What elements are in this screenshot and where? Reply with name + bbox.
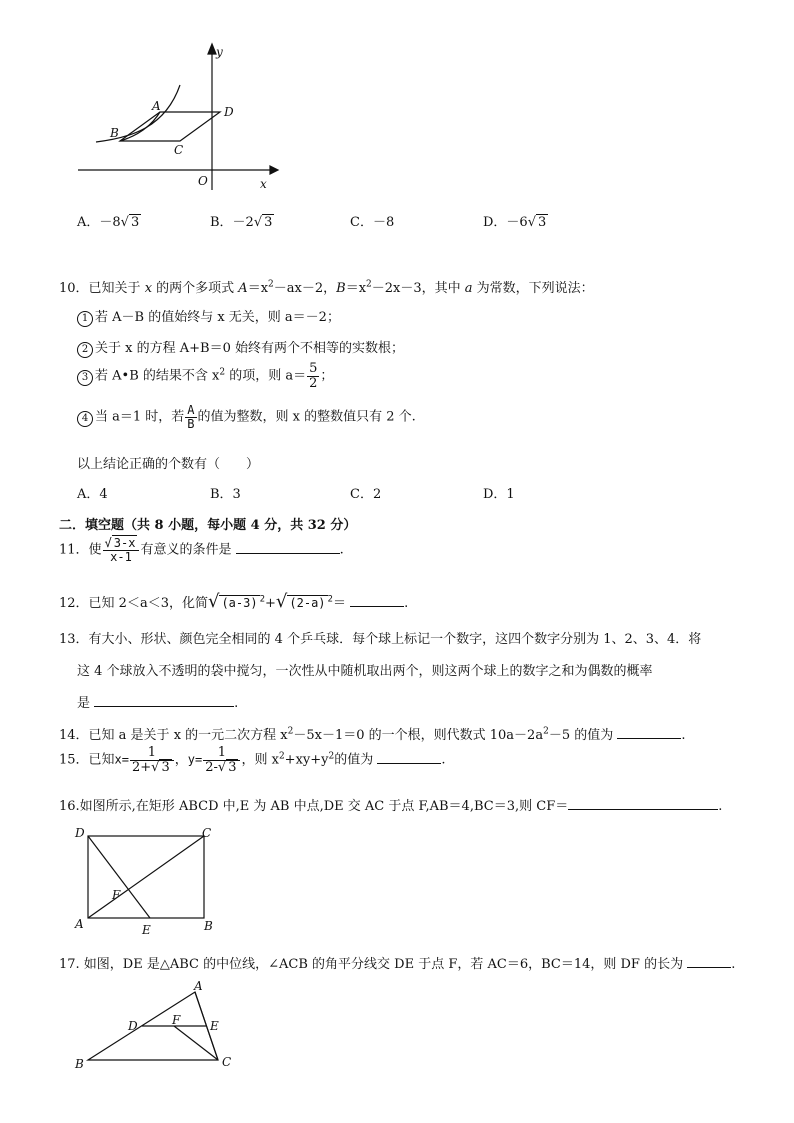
q11: 11．使 $\frac{√ 3-x}{x-1}$ 有意义的条件是 . — [59, 536, 344, 564]
y-axis-arrow — [208, 44, 216, 54]
label-D: D — [128, 1019, 138, 1033]
answer-blank[interactable] — [94, 692, 234, 707]
circle-number-icon: 3 — [77, 370, 93, 386]
q10-statement-4: 4 当 a＝1 时，若 $\frac{A}{B}$ 的值为整数，则 x 的整数值只有 2 个. — [77, 404, 416, 430]
answer-blank[interactable] — [377, 749, 441, 764]
q13-line-2: 这 4 个球放入不透明的袋中搅匀，一次性从中随机取出两个，则这两个球上的数字之和为偶数的概率 — [77, 664, 653, 679]
q9-option-c[interactable]: C．－8 — [350, 215, 395, 230]
label-C: C — [202, 826, 212, 840]
q9-option-a[interactable]: A．－8√ 3 — [77, 215, 140, 230]
label-D: D — [75, 826, 85, 840]
label-y: y — [216, 45, 223, 59]
label-B: B — [75, 1057, 84, 1071]
parallelogram — [120, 112, 220, 141]
q12: 12．已知 2＜a＜3，化简√ (a-3) $^2$+√ (2-a) $^2$＝ . — [59, 591, 409, 612]
q9-option-d[interactable]: D．－6√ 3 — [483, 215, 547, 230]
circle-number-icon: 2 — [77, 342, 93, 358]
label-B: B — [204, 919, 213, 933]
answer-blank[interactable] — [236, 539, 340, 554]
q13-line-1: 13．有大小、形状、颜色完全相同的 4 个乒乓球．每个球上标记一个数字，这四个数字分别为 1、2、3、4．将 — [59, 632, 702, 647]
segment-DE — [88, 836, 150, 918]
answer-blank[interactable] — [687, 953, 731, 968]
q9-option-b[interactable]: B．－2√ 3 — [210, 215, 273, 230]
q10-option-a[interactable]: A．4 — [77, 487, 108, 502]
label-C: C — [222, 1055, 232, 1069]
q10-option-d[interactable]: D．1 — [483, 487, 515, 502]
label-D: D — [224, 105, 234, 119]
label-F: F — [172, 1013, 181, 1027]
q9-figure — [70, 40, 290, 195]
circle-number-icon: 1 — [77, 311, 93, 327]
label-E: E — [210, 1019, 219, 1033]
label-x: x — [260, 177, 267, 191]
q10-option-b[interactable]: B．3 — [210, 487, 241, 502]
label-A: A — [194, 979, 203, 993]
q14: 14．已知 a 是关于 x 的一元二次方程 $x^2-5x-1=0$ 的一个根，则代数式 $10a-2a^2-5$ 的值为 . — [59, 724, 686, 743]
q17-figure — [70, 978, 250, 1078]
label-O: O — [198, 174, 208, 188]
q16: 16.如图所示,在矩形 ABCD 中,E 为 AB 中点,DE 交 AC 于点 F,AB＝4,BC＝3,则 CF＝ . — [59, 795, 722, 814]
label-C: C — [174, 143, 184, 157]
section-title: 二．填空题（共 8 小题，每小题 4 分，共 32 分） — [59, 518, 357, 533]
circle-number-icon: 4 — [77, 411, 93, 427]
answer-blank[interactable] — [568, 795, 718, 810]
q10-statement-3: 3 若 A•B 的结果不含 $x^2$ 的项，则 a＝ $\frac{5}{2}$ ； — [77, 362, 333, 390]
q10-statement-1: 1 若 A－B 的值始终与 x 无关，则 a＝－2； — [77, 306, 340, 327]
q10-option-c[interactable]: C．2 — [350, 487, 382, 502]
q17: 17. 如图，DE 是△ABC 的中位线，∠ACB 的角平分线交 DE 于点 F，若 AC＝6，BC＝14，则 DF 的长为 . — [59, 953, 735, 972]
label-A: A — [152, 99, 161, 113]
label-F: F — [112, 888, 121, 902]
answer-blank[interactable] — [350, 592, 404, 607]
answer-blank[interactable] — [617, 724, 681, 739]
label-A: A — [75, 917, 84, 931]
diagonal-AC — [88, 836, 204, 918]
q10-stem: 10．已知关于 x 的两个多项式 $A=x^2-ax-2$，$B=x^2-2x-3$，其中 a 为常数，下列说法： — [59, 279, 594, 296]
q16-figure — [70, 825, 220, 937]
q10-statement-2: 2 关于 x 的方程 A+B＝0 始终有两个不相等的实数根； — [77, 337, 404, 358]
q15: 15．已知x= $\frac{1}{2+√ 3}$ ，y= $\frac{1}{2-√ 3}$ ，则 $x^2+xy+y^2$的值为 . — [59, 745, 446, 775]
q10-ask: 以上结论正确的个数有（ ） — [77, 457, 260, 472]
q13-line-3: 是 . — [77, 692, 238, 711]
label-B: B — [110, 126, 119, 140]
label-E: E — [142, 923, 151, 937]
x-axis-arrow — [270, 166, 278, 174]
